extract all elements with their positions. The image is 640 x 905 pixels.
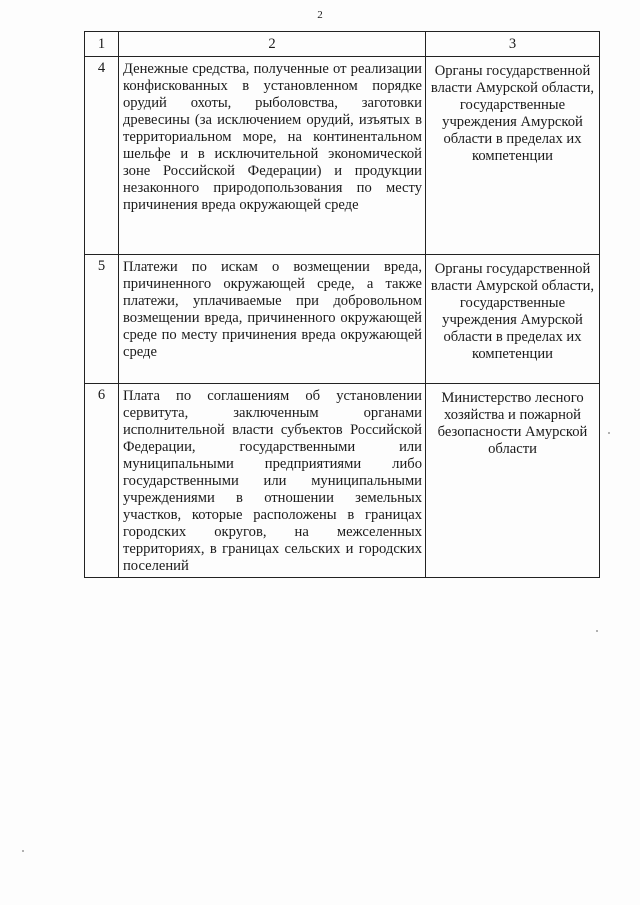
table-header-row xyxy=(85,32,600,57)
row-description: Денежные средства, полученные от реализации конфискованных в установленном порядке орудий охоты, рыболовства, заготовки древесины (за исключением орудий, изъятых в территориальном море, на континентальном шельфе и в исключительной экономической зоне Российской Федерации) и продукции незаконного природопользования по месту причинения вреда окружающей среде xyxy=(119,57,426,255)
header-cell-3: 3 xyxy=(426,32,600,57)
row-description: Плата по соглашениям об установлении сервитута, заключенным органами исполнительной власти субъектов Российской Федерации, государственными или муниципальными предприятиями либо государственными или муниципальными учреждениями в отношении земельных участков, которые расположены в границах городских округов, на межселенных территориях, в границах сельских и городских поселений xyxy=(119,384,426,578)
row-number: 4 xyxy=(85,57,119,255)
scan-speck xyxy=(22,850,24,852)
row-number: 5 xyxy=(85,255,119,384)
row-administrator: Органы государственной власти Амурской области, государственные учреждения Амурской области в пределах их компетенции xyxy=(426,255,600,384)
row-administrator: Органы государственной власти Амурской области, государственные учреждения Амурской области в пределах их компетенции xyxy=(426,57,600,255)
header-cell-2: 2 xyxy=(119,32,426,57)
header-cell-1: 1 xyxy=(85,32,119,57)
row-number: 6 xyxy=(85,384,119,578)
page-number: 2 xyxy=(317,9,323,21)
scan-speck xyxy=(608,432,610,434)
table-row xyxy=(85,384,600,578)
row-description: Платежи по искам о возмещении вреда, причиненного окружающей среде, а также платежи, уплачиваемые при добровольном возмещении вреда, причиненного окружающей среде по месту причинения вреда окружающей среде xyxy=(119,255,426,384)
revenue-table xyxy=(84,31,600,578)
table-row xyxy=(85,255,600,384)
scan-speck xyxy=(596,630,598,632)
row-administrator: Министерство лесного хозяйства и пожарной безопасности Амурской области xyxy=(426,384,600,578)
table-row xyxy=(85,57,600,255)
